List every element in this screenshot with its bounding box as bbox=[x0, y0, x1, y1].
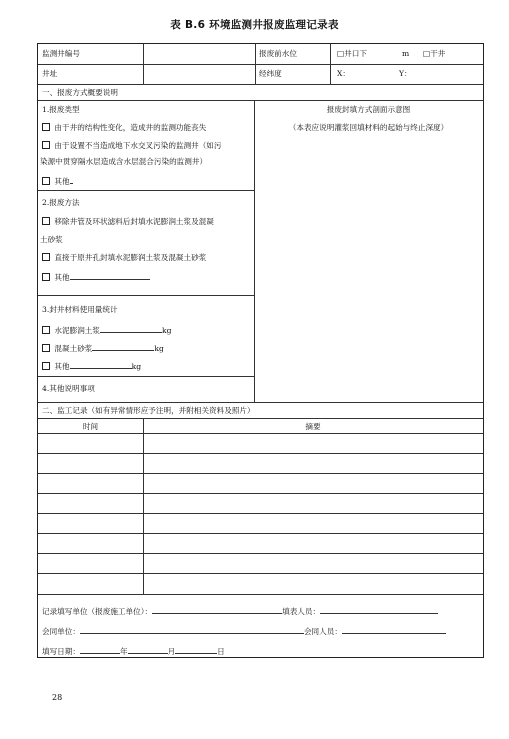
checkbox[interactable] bbox=[42, 362, 50, 370]
diagram-drawing-area[interactable] bbox=[256, 136, 481, 400]
form-table bbox=[37, 43, 484, 658]
diagram-note: （本表应说明灌浆回填材料的起始与终止深度） bbox=[288, 123, 449, 132]
row-divider bbox=[38, 84, 483, 85]
other-method-field[interactable] bbox=[70, 270, 150, 280]
reason-item: 由于设置不当造成地下水交叉污染的监测井（如污 bbox=[42, 140, 221, 151]
year-field[interactable] bbox=[80, 644, 120, 654]
section2-title: 二、监工记录（如有异常情形应予注明，并附相关资料及照片） bbox=[42, 406, 255, 415]
dry-well-checkbox[interactable]: □干井 bbox=[423, 49, 446, 58]
meter-unit: m bbox=[402, 49, 410, 58]
form-title: 表 B.6 环境监测井报废监理记录表 bbox=[170, 19, 339, 31]
table-row[interactable] bbox=[38, 433, 483, 434]
table-row[interactable] bbox=[38, 493, 483, 494]
checkbox[interactable] bbox=[42, 326, 50, 334]
col-divider bbox=[330, 44, 331, 84]
well-site-field[interactable] bbox=[145, 65, 253, 83]
col-divider bbox=[255, 44, 256, 84]
well-no-label: 监测井编号 bbox=[42, 49, 80, 58]
water-level-label: 报废前水位 bbox=[259, 49, 297, 58]
x-coordinate-label: X： bbox=[337, 69, 350, 78]
checkbox[interactable] bbox=[42, 344, 50, 352]
amount-field[interactable] bbox=[70, 359, 132, 369]
col-divider bbox=[143, 44, 144, 84]
material-item: 其他 kg bbox=[42, 359, 141, 372]
date-line: 填写日期： 年 月 日 bbox=[42, 644, 225, 657]
table-row[interactable] bbox=[38, 513, 483, 514]
reason-item-continued: 染源中贯穿隔水层造成含水层混合污染的监测井） bbox=[40, 157, 208, 166]
method-item: 移除井管及环状滤料后封填水泥膨润土浆及混凝 bbox=[42, 216, 214, 227]
reason-title: 1.报废类型 bbox=[42, 105, 80, 114]
col-header-summary: 摘要 bbox=[305, 422, 321, 431]
row-divider bbox=[38, 100, 483, 101]
col-header-time: 时间 bbox=[82, 422, 99, 431]
material-item: 混凝土砂浆 kg bbox=[42, 341, 164, 354]
table-row[interactable] bbox=[38, 573, 483, 574]
month-field[interactable] bbox=[128, 644, 168, 654]
checkbox[interactable] bbox=[42, 253, 50, 261]
cosign-unit-field[interactable] bbox=[80, 624, 304, 634]
row-divider bbox=[38, 418, 483, 419]
method-item-continued: 土砂浆 bbox=[40, 235, 63, 244]
wellhead-below-checkbox[interactable]: □井口下 bbox=[337, 49, 367, 58]
day-field[interactable] bbox=[175, 644, 217, 654]
record-unit-line: 记录填写单位（报废施工单位）： 填表人员： bbox=[42, 604, 438, 617]
record-unit-field[interactable] bbox=[152, 604, 282, 614]
checkbox[interactable] bbox=[42, 123, 50, 131]
material-item: 水泥膨润土浆 kg bbox=[42, 323, 171, 336]
row-divider bbox=[38, 594, 483, 595]
checkbox[interactable] bbox=[42, 141, 50, 149]
checkbox[interactable] bbox=[42, 217, 50, 225]
well-site-label: 井址 bbox=[42, 69, 58, 78]
table-row[interactable] bbox=[38, 553, 483, 554]
section1-title: 一、报废方式概要说明 bbox=[42, 88, 118, 97]
materials-title: 3.封井材料使用量统计 bbox=[42, 305, 118, 314]
method-item: 直接于原井孔封填水泥膨润土浆及混凝土砂浆 bbox=[42, 252, 206, 263]
other-notes-title: 4.其他说明事项 bbox=[42, 384, 95, 393]
filler-field[interactable] bbox=[320, 604, 438, 614]
page-number: 28 bbox=[52, 693, 63, 702]
amount-field[interactable] bbox=[100, 323, 162, 333]
row-divider bbox=[38, 402, 483, 403]
table-row[interactable] bbox=[38, 533, 483, 534]
coordinates-label: 经纬度 bbox=[259, 69, 282, 78]
checkbox[interactable] bbox=[42, 177, 50, 185]
reason-item-other: 其他 bbox=[42, 174, 73, 187]
well-no-field[interactable] bbox=[145, 45, 253, 63]
method-item-other: 其他 bbox=[42, 270, 150, 283]
col-divider bbox=[143, 418, 144, 594]
diagram-title: 报废封填方式剖面示意图 bbox=[326, 105, 411, 114]
col-divider bbox=[254, 100, 255, 402]
row-divider bbox=[38, 376, 254, 377]
row-divider bbox=[38, 295, 254, 296]
table-row[interactable] bbox=[38, 453, 483, 454]
reason-item: 由于井的结构性变化，造成井的监测功能丧失 bbox=[42, 122, 206, 133]
checkbox[interactable] bbox=[42, 273, 50, 281]
method-title: 2.报废方法 bbox=[42, 198, 80, 207]
amount-field[interactable] bbox=[92, 341, 154, 351]
row-divider bbox=[38, 64, 483, 65]
y-coordinate-label: Y： bbox=[399, 69, 412, 78]
row-divider bbox=[38, 190, 254, 191]
cosign-line: 会同单位： 会同人员： bbox=[42, 624, 446, 637]
table-row[interactable] bbox=[38, 473, 483, 474]
cosign-person-field[interactable] bbox=[342, 624, 446, 634]
